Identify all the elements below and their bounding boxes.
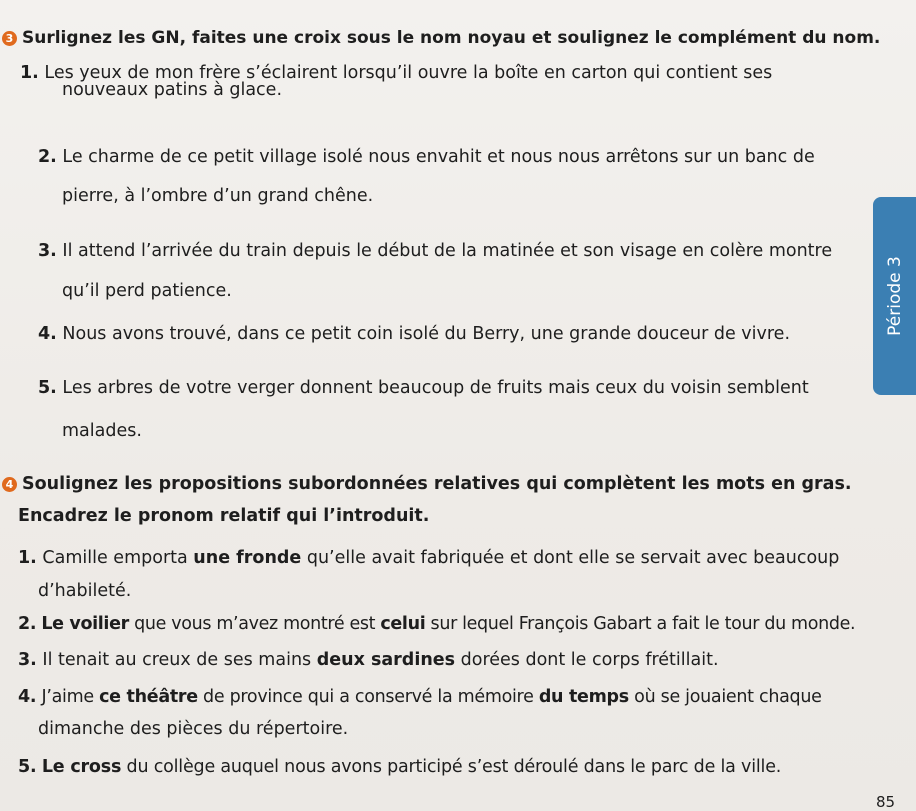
period-label: Période 3 [884, 256, 905, 336]
ex4-item-1-line-2: d’habileté. [38, 581, 132, 601]
exercise-4-instruction-line-2: Encadrez le pronom relatif qui l’introduit. [18, 506, 430, 526]
bold-word: Le cross [41, 757, 122, 777]
bold-word: celui [380, 614, 426, 634]
exercise-4-instruction-line-1: 4 Soulignez les propositions subordonnées relatives qui complètent les mots en gras. [2, 476, 852, 494]
exercise-3-badge: 3 [2, 31, 17, 46]
ex3-item-4-line-1: 4. Nous avons trouvé, dans ce petit coin isolé du Berry, une grande douceur de vivre. [38, 324, 791, 344]
ex3-item-3-line-1: 3. Il attend l’arrivée du train depuis le début de la matinée et son visage en colère montre [38, 241, 833, 261]
exercise-4-badge: 4 [2, 477, 17, 492]
bold-word: Le voilier [41, 614, 129, 634]
ex4-item-4-line-1: 4. J’aime ce théâtre de province qui a conservé la mémoire du temps où se jouaient chaque [18, 687, 822, 707]
ex4-item-3-line-1: 3. Il tenait au creux de ses mains deux sardines dorées dont le corps frétillait. [18, 650, 719, 670]
ex3-item-5-line-2: malades. [62, 421, 142, 441]
ex3-item-1-line-1: 1. Les yeux de mon frère s’éclairent lorsqu’il ouvre la boîte en carton qui contient ses [20, 63, 773, 83]
ex3-item-5-line-1: 5. Les arbres de votre verger donnent beaucoup de fruits mais ceux du voisin semblent [38, 378, 809, 398]
bold-word: ce théâtre [99, 687, 198, 707]
bold-word: du temps [538, 687, 629, 707]
page-number: 85 [876, 793, 896, 811]
bold-word: deux sardines [316, 650, 456, 670]
ex4-item-2-line-1: 2. Le voilier que vous m’avez montré est celui sur lequel François Gabart a fait le tour du monde. [18, 614, 856, 634]
ex4-item-4-line-2: dimanche des pièces du répertoire. [38, 719, 349, 739]
ex3-item-2-line-1: 2. Le charme de ce petit village isolé nous envahit et nous nous arrêtons sur un banc de [38, 147, 815, 167]
exercise-3-instruction: 3 Surlignez les GN, faites une croix sous le nom noyau et soulignez le complément du nom. [2, 30, 880, 47]
ex3-item-2-line-2: pierre, à l’ombre d’un grand chêne. [62, 186, 374, 206]
ex3-item-1-line-2: nouveaux patins à glace. [62, 80, 283, 100]
ex4-item-5-line-1: 5. Le cross du collège auquel nous avons participé s’est déroulé dans le parc de la ville. [18, 757, 782, 777]
ex4-item-1-line-1: 1. Camille emporta une fronde qu’elle avait fabriquée et dont elle se servait avec beaucoup [18, 548, 840, 568]
bold-word: une fronde [193, 548, 302, 568]
ex3-item-3-line-2: qu’il perd patience. [62, 281, 232, 301]
period-side-tab [873, 197, 916, 395]
